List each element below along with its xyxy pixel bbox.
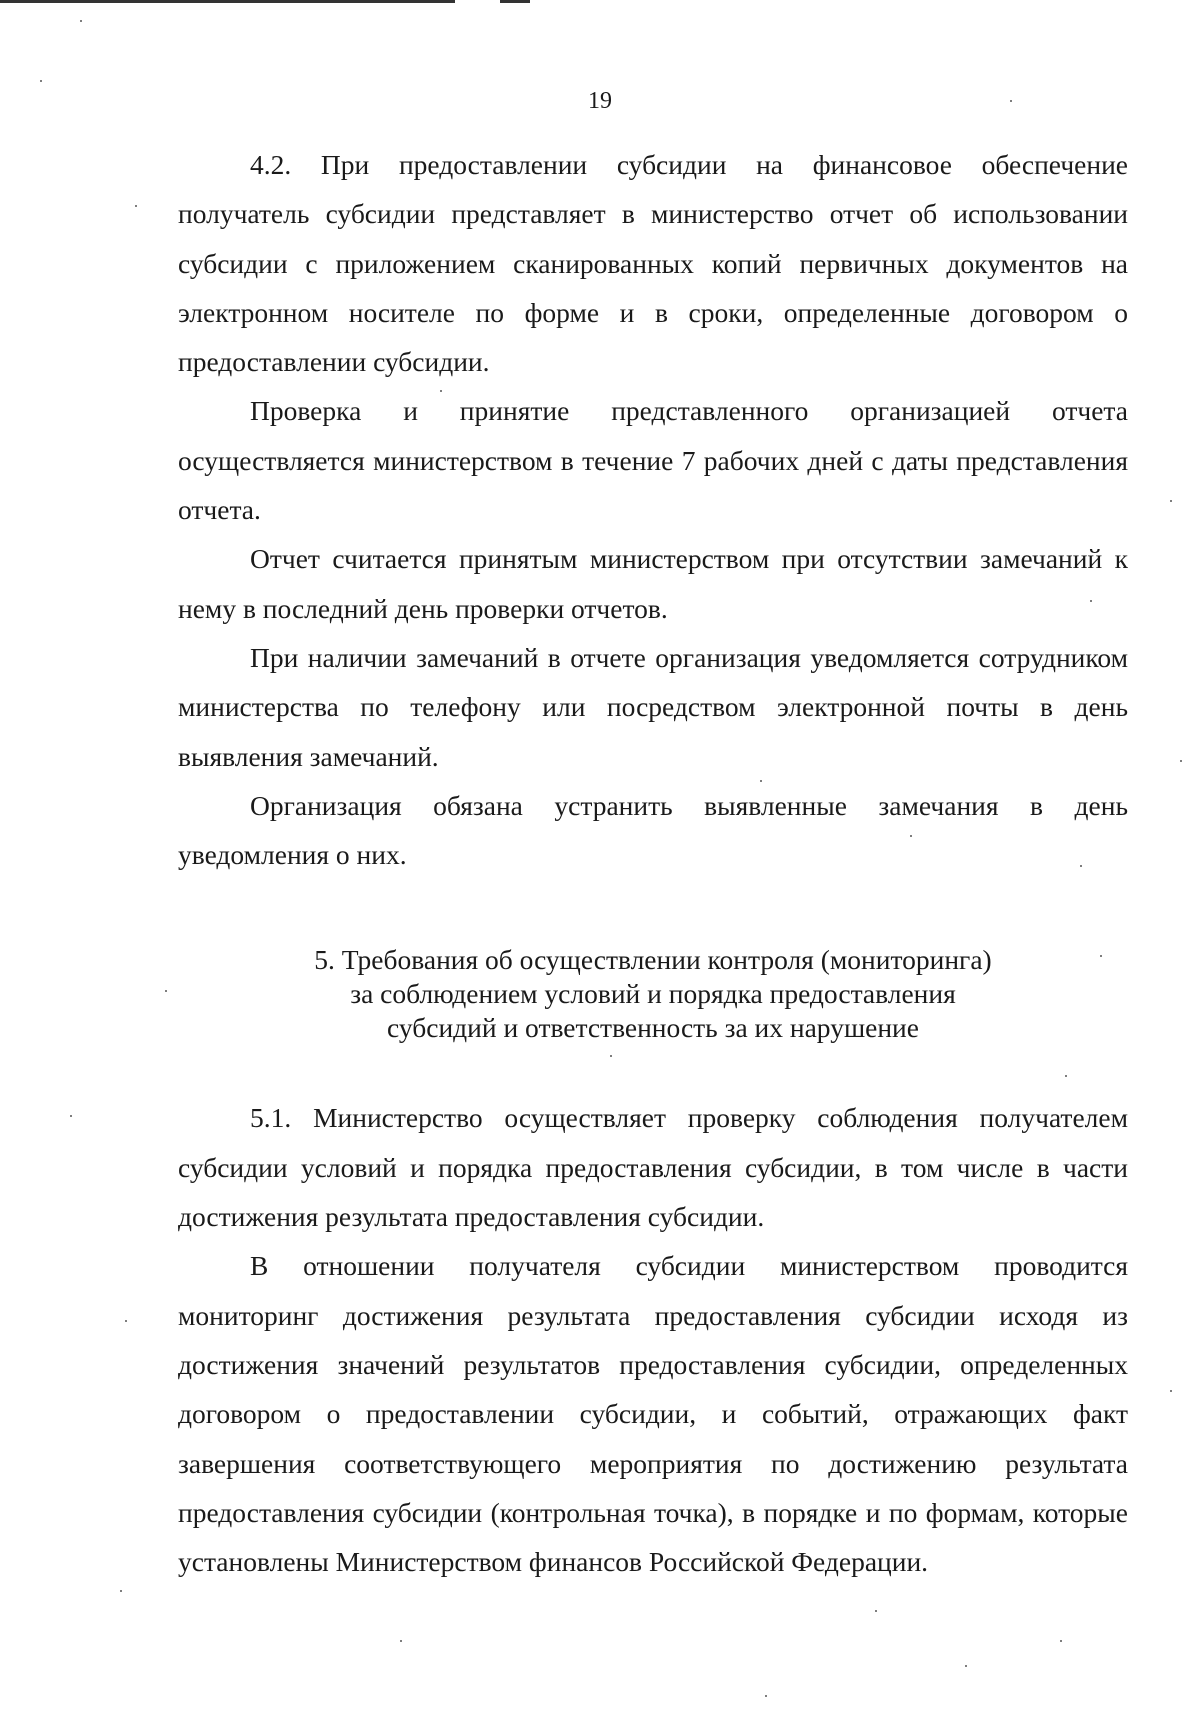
scan-speck [440, 390, 442, 392]
scan-speck [765, 1695, 767, 1697]
section-5-heading [178, 943, 1128, 1045]
scan-speck [1060, 1640, 1062, 1642]
scan-edge-line [500, 0, 530, 3]
scan-speck [1065, 1075, 1067, 1077]
paragraph-monitoring: В отношении получателя субсидии министерством проводится мониторинг достижения результата предоставления субсидии исходя из достижения значений результатов предоставления субсидии, определенных договором о предоставлении субсидии, и событий, отражающих факт завершения соответствующего мероприятия по достижению результата предоставления субсидии (контрольная точка), в порядке и по формам, которые установлены Министерством финансов Российской Федерации. [178, 1250, 1128, 1578]
scan-speck [135, 205, 137, 207]
paragraph-4-2: 4.2. При предоставлении субсидии на финансовое обеспечение получатель субсидии представляет в министерство отчет об использовании субсидии с приложением сканированных копий первичных документов на электронном носителе по форме и в сроки, определенные договором о предоставлении субсидии. [178, 149, 1128, 378]
scan-speck [1180, 760, 1182, 762]
scan-edge-line [0, 0, 455, 3]
paragraph-review: Проверка и принятие представленного организацией отчета осуществляется министерством в течение 7 рабочих дней с даты представления отчета. [178, 395, 1128, 526]
paragraph-remarks: При наличии замечаний в отчете организация уведомляется сотрудником министерства по телефону или посредством электронной почты в день выявления замечаний. [178, 641, 1128, 772]
scan-speck [1010, 100, 1012, 102]
section-heading-line: 5. Требования об осуществлении контроля (мониторинга) [314, 944, 992, 976]
section-heading-line: субсидий и ответственность за их нарушение [387, 1012, 919, 1044]
scan-speck [1170, 1390, 1172, 1392]
scan-speck [1100, 955, 1102, 957]
scan-speck [165, 990, 167, 992]
scan-speck [910, 835, 912, 837]
page-number: 19 [588, 88, 612, 114]
scan-speck [80, 20, 82, 22]
scan-speck [400, 1640, 402, 1642]
paragraph-obligation: Организация обязана устранить выявленные замечания в день уведомления о них. [178, 789, 1128, 871]
scan-speck [120, 1590, 122, 1592]
scan-speck [1170, 500, 1172, 502]
paragraph-acceptance: Отчет считается принятым министерством при отсутствии замечаний к нему в последний день проверки отчетов. [178, 543, 1128, 624]
section-heading-line: за соблюдением условий и порядка предоставления [350, 978, 956, 1010]
scan-speck [125, 1320, 127, 1322]
scan-speck [1090, 600, 1092, 602]
scan-speck [1080, 865, 1082, 867]
scan-speck [875, 1610, 877, 1612]
scan-speck [760, 780, 762, 782]
document-body [178, 140, 1128, 1586]
paragraph-5-1: 5.1. Министерство осуществляет проверку соблюдения получателем субсидии условий и порядка предоставления субсидии, в том числе в части достижения результата предоставления субсидии. [178, 1102, 1128, 1233]
scan-speck [70, 1115, 72, 1117]
scan-speck [965, 1665, 967, 1667]
scan-speck [40, 80, 42, 82]
scan-speck [610, 1055, 612, 1057]
